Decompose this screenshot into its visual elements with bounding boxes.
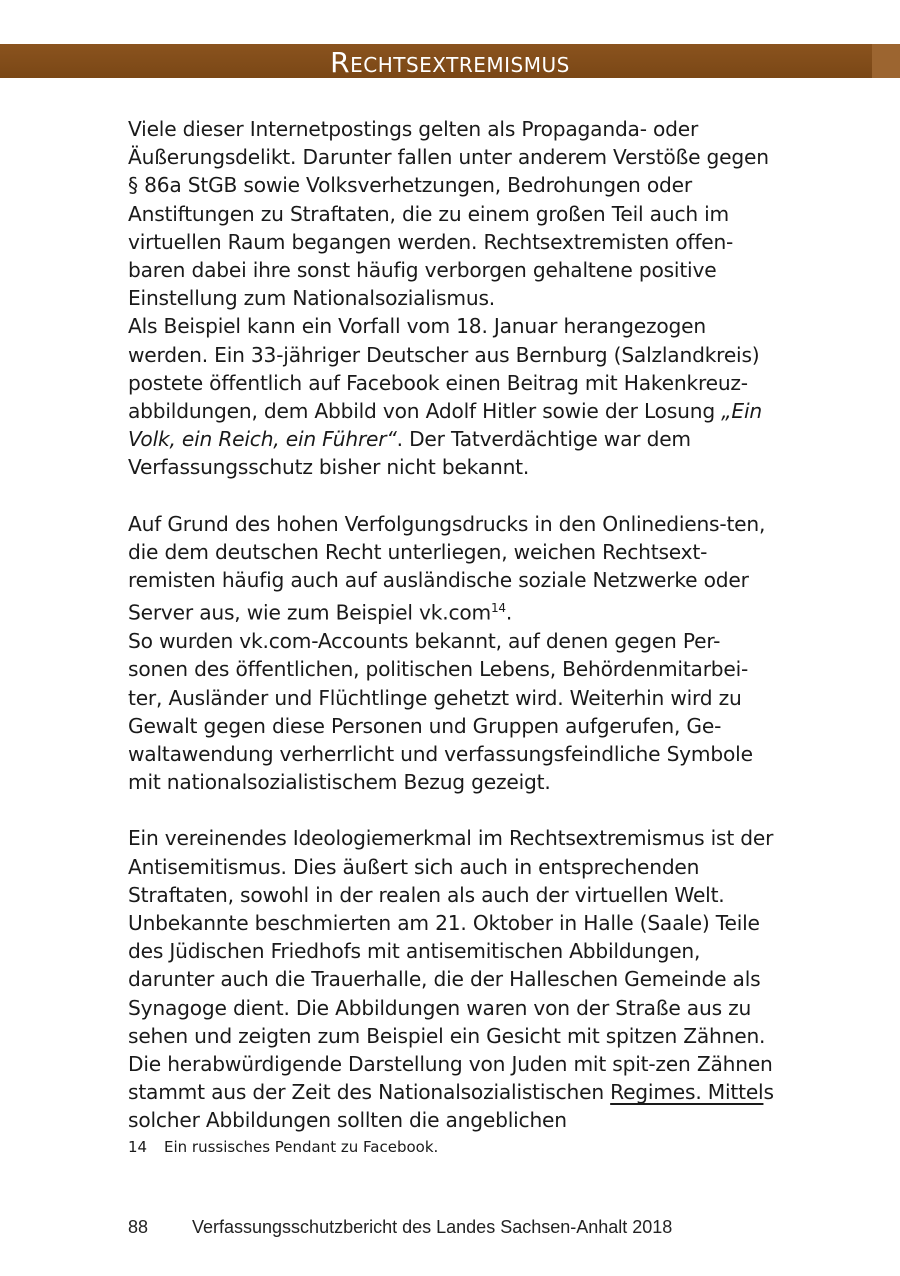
paragraph-5 — [128, 824, 778, 1134]
paragraph-gap — [128, 482, 778, 510]
publication-title: Verfassungsschutzbericht des Landes Sachsen-Anhalt 2018 — [192, 1217, 673, 1237]
section-title: Rechtsextremismus — [330, 46, 570, 79]
footnote-number: 14 — [128, 1138, 148, 1156]
paragraph-2-text-a: Als Beispiel kann ein Vorfall vom 18. Januar herangezogen werden. Ein 33-jähriger Deutscher aus Bernburg (Salzlandkreis) postete öffentlich auf Facebook einen Beitrag mit Hakenkreuz-abbildungen, dem Abbild von Adolf Hitler sowie der Losung — [128, 314, 760, 424]
paragraph-3-end: . — [505, 600, 513, 625]
footnote — [128, 1137, 778, 1157]
body-text — [128, 115, 778, 1135]
paragraph-4-text: So wurden vk.com-Accounts bekannt, auf denen gegen Per-sonen des öffentlichen, politischen Lebens, Behördenmitarbei-ter, Ausländer und Flüchtlinge gehetzt wird. Weiterhin wird zu Gewalt gegen diese Personen und Gruppen aufgerufen, Ge-waltawendung verherrlicht und verfassungsfeindliche Symbole mit nationalsozialistischem Bezug gezeigt. — [128, 629, 753, 795]
paragraph-5-text-b: s solcher Abbildungen sollten die angeblichen — [128, 1080, 774, 1133]
footnote-reference: 14 — [491, 601, 506, 616]
paragraph-3-text: Auf Grund des hohen Verfolgungsdrucks in den Onlinediens-ten, die dem deutschen Recht unterliegen, weichen Rechtsext-remisten häufig auch auf ausländische soziale Netzwerke oder Server aus, wie zum Beispiel vk.com — [128, 511, 766, 625]
paragraph-4 — [128, 627, 778, 796]
paragraph-2-text-b: . Der Tatverdächtige war dem Verfassungsschutz bisher nicht bekannt. — [128, 427, 691, 480]
section-header-band — [0, 44, 900, 78]
paragraph-2 — [128, 312, 778, 481]
page-footer — [128, 1216, 778, 1238]
paragraph-1 — [128, 115, 778, 312]
underlined-text: Regimes. Mittel — [610, 1080, 764, 1105]
paragraph-gap — [128, 796, 778, 824]
page-number: 88 — [128, 1217, 149, 1237]
paragraph-3 — [128, 510, 778, 628]
footnote-text: Ein russisches Pendant zu Facebook. — [164, 1138, 439, 1156]
paragraph-1-text: Viele dieser Internetpostings gelten als Propaganda- oder Äußerungsdelikt. Darunter fallen unter anderem Verstöße gegen § 86a StGB sowie Volksverhetzungen, Bedrohungen oder Anstiftungen zu Straftaten, die zu einem großen Teil auch im virtuellen Raum begangen werden. Rechtsextremisten offen-baren dabei ihre sonst häufig verborgen gehaltene positive Einstellung zum Nationalsozialismus. — [128, 117, 769, 311]
slogan-quote: „Ein Volk, ein Reich, ein Führer“ — [128, 399, 762, 452]
paragraph-5-text-a: Ein vereinendes Ideologiemerkmal im Rechtsextremismus ist der Antisemitismus. Dies äußert sich auch in entsprechenden Straftaten, sowohl in der realen als auch der virtuellen Welt. Unbekannte beschmierten am 21. Oktober in Halle (Saale) Teile des Jüdischen Friedhofs mit antisemitischen Abbildungen, darunter auch die Trauerhalle, die der Halleschen Gemeinde als Synagoge dient. Die Abbildungen waren von der Straße aus zu sehen und zeigten zum Beispiel ein Gesicht mit spitzen Zähnen. Die herabwürdigende Darstellung von Juden mit spit-zen Zähnen stammt aus der Zeit des Nationalsozialistischen — [128, 826, 774, 1105]
header-tab-accent — [872, 44, 900, 78]
